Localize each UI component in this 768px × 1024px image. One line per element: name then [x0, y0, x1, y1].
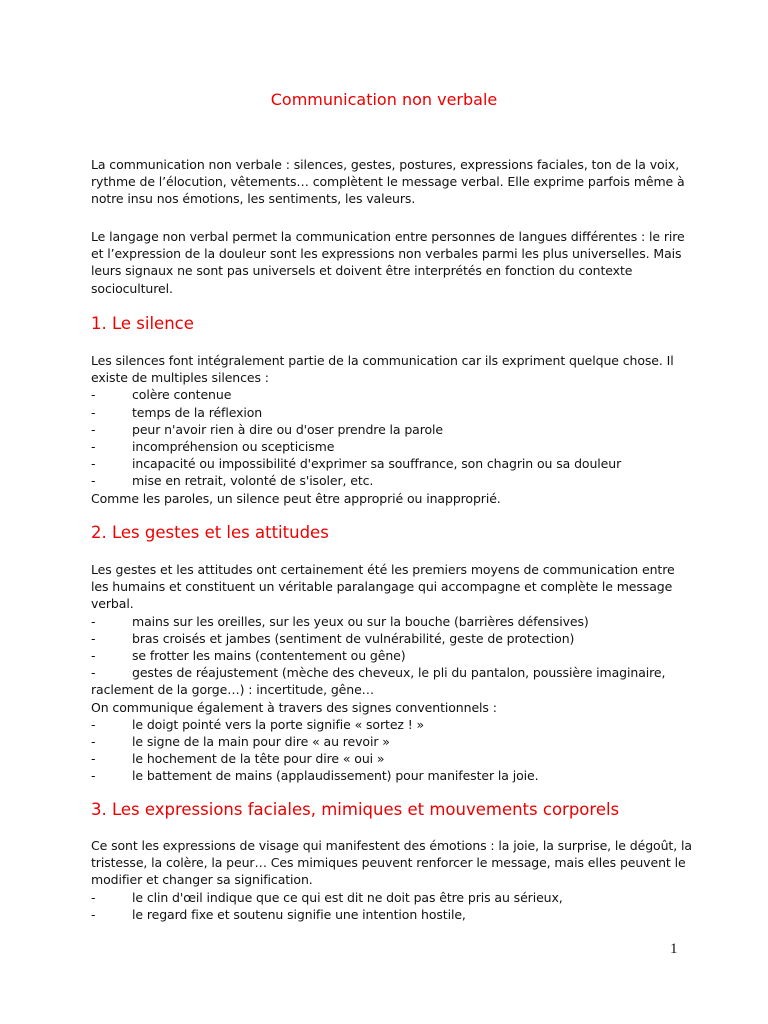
list-item — [91, 906, 691, 923]
list-item — [91, 455, 691, 472]
list-dash: - — [91, 716, 96, 732]
text-line: rythme de l’élocution, vêtements… complètent le message verbal. Elle exprime parfois même à — [91, 174, 685, 190]
text-line: existe de multiples silences : — [91, 370, 269, 386]
list-item-text: se frotter les mains (contentement ou gêne) — [132, 648, 406, 664]
section-heading-silence: 1. Le silence — [91, 314, 194, 333]
gestes-section-body — [91, 561, 691, 785]
list-item-text: peur n'avoir rien à dire ou d'oser prendre la parole — [132, 421, 444, 437]
text-line: verbal. — [91, 596, 134, 612]
list-dash: - — [91, 648, 96, 664]
list-item — [91, 421, 691, 438]
text-line: Les gestes et les attitudes ont certainement été les premiers moyens de communication entre — [91, 562, 675, 577]
text-line: raclement de la gorge…) : incertitude, gêne… — [91, 682, 375, 698]
list-item-text: temps de la réflexion — [132, 404, 263, 420]
list-item-text: bras croisés et jambes (sentiment de vulnérabilité, geste de protection) — [132, 630, 575, 646]
list-item-text: mains sur les oreilles, sur les yeux ou sur la bouche (barrières défensives) — [132, 613, 589, 629]
text-line: tristesse, la colère, la peur… Ces mimiques peuvent renforcer le message, mais elles peuvent le — [91, 855, 686, 871]
list-dash: - — [91, 421, 96, 437]
text-line: notre insu nos émotions, les sentiments, les valeurs. — [91, 191, 416, 207]
list-item-text: le clin d'œil indique que ce qui est dit ne doit pas être pris au sérieux, — [132, 889, 563, 905]
list-item — [91, 750, 691, 767]
list-dash: - — [91, 889, 96, 905]
list-item-text: le regard fixe et soutenu signifie une intention hostile, — [132, 906, 466, 922]
list-item-text: colère contenue — [132, 387, 232, 403]
list-item-text: le signe de la main pour dire « au revoir » — [132, 734, 390, 750]
list-item-text: incompréhension ou scepticisme — [132, 439, 335, 455]
list-item — [91, 733, 691, 750]
langage-paragraph — [91, 228, 691, 297]
list-item — [91, 386, 691, 403]
list-dash: - — [91, 456, 96, 472]
list-item-text: le doigt pointé vers la porte signifie « sortez ! » — [132, 716, 425, 732]
text-line: socioculturel. — [91, 280, 173, 296]
list-item-text: le battement de mains (applaudissement) pour manifester la joie. — [132, 768, 539, 784]
intro-paragraph — [91, 156, 691, 208]
list-dash: - — [91, 630, 96, 646]
text-line: et l’expression de la douleur sont les expressions non verbales parmi les plus universelles. Mais — [91, 246, 682, 262]
list-item-text: mise en retrait, volonté de s'isoler, etc. — [132, 473, 374, 489]
text-line: leurs signaux ne sont pas universels et doivent être interprétés en fonction du contexte — [91, 263, 633, 279]
text-line: Ce sont les expressions de visage qui manifestent des émotions : la joie, la surprise, le dégoût, la — [91, 838, 692, 853]
section-heading-gestes: 2. Les gestes et les attitudes — [91, 523, 329, 542]
text-line: Comme les paroles, un silence peut être approprié ou inapproprié. — [91, 490, 501, 506]
text-line: les humains et constituent un véritable paralangage qui accompagne et complète le message — [91, 579, 673, 595]
list-dash: - — [91, 768, 96, 784]
list-dash: - — [91, 751, 96, 767]
text-line: On communique également à travers des signes conventionnels : — [91, 699, 497, 715]
list-item — [91, 613, 691, 630]
list-item-text: le hochement de la tête pour dire « oui » — [132, 751, 385, 767]
list-item — [91, 630, 691, 647]
list-dash: - — [91, 404, 96, 420]
list-item — [91, 647, 691, 664]
list-dash: - — [91, 734, 96, 750]
text-line: Les silences font intégralement partie de la communication car ils expriment quelque chose. Il — [91, 353, 674, 368]
list-item — [91, 716, 691, 733]
list-dash: - — [91, 665, 96, 681]
section-heading-expressions: 3. Les expressions faciales, mimiques et mouvements corporels — [91, 800, 620, 819]
list-item — [91, 767, 691, 784]
list-dash: - — [91, 473, 96, 489]
page-title: Communication non verbale — [270, 90, 498, 109]
list-dash: - — [91, 906, 96, 922]
list-item — [91, 438, 691, 455]
text-line: modifier et changer sa signification. — [91, 872, 313, 888]
silence-section-body — [91, 352, 691, 507]
list-item — [91, 664, 691, 681]
list-item — [91, 472, 691, 489]
list-item-text: incapacité ou impossibilité d'exprimer sa souffrance, son chagrin ou sa douleur — [132, 456, 622, 472]
text-line: Le langage non verbal permet la communication entre personnes de langues différentes : le rire — [91, 229, 685, 244]
page-number: 1 — [670, 941, 678, 957]
list-item — [91, 889, 691, 906]
list-dash: - — [91, 613, 96, 629]
list-dash: - — [91, 439, 96, 455]
expressions-section-body — [91, 837, 691, 923]
text-line: La communication non verbale : silences, gestes, postures, expressions faciales, ton de la voix, — [91, 157, 680, 172]
list-dash: - — [91, 387, 96, 403]
list-item-text: gestes de réajustement (mèche des cheveux, le pli du pantalon, poussière imaginaire, — [132, 665, 666, 681]
list-item — [91, 404, 691, 421]
